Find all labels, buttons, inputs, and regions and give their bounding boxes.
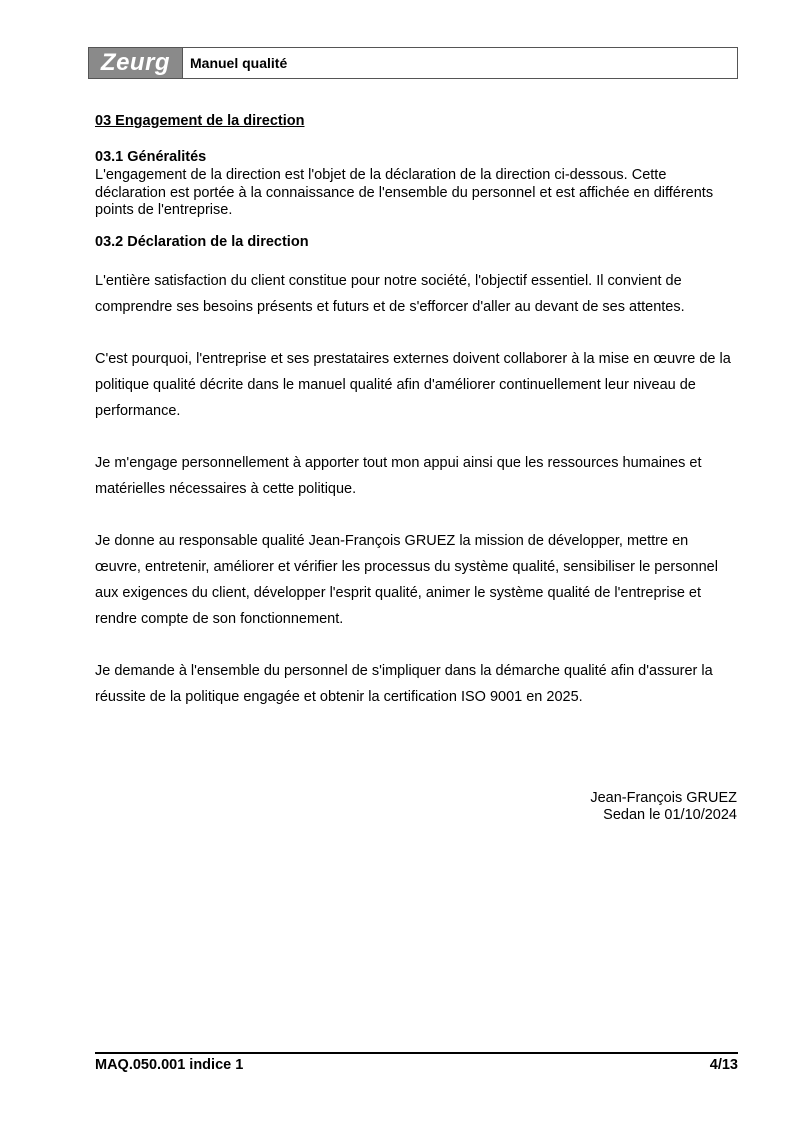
- subsection-text-generalites: L'engagement de la direction est l'objet de la déclaration de la direction ci-dessous. Cette déclaration est portée à la connaissance de l'ensemble du personnel et est affichée en différents points de l'entreprise.: [95, 167, 714, 218]
- signatory-name: Jean-François GRUEZ: [590, 790, 737, 806]
- logo-box: [89, 48, 183, 78]
- document-body: [95, 113, 735, 736]
- page-number: 4/13: [709, 1057, 738, 1073]
- declaration-paragraph: L'entière satisfaction du client constitue pour notre société, l'objectif essentiel. Il convient de comprendre ses besoins présents et futurs et de s'efforcer d'aller au devant de ses attentes.: [95, 272, 685, 315]
- company-logo: Zeurg: [100, 49, 171, 76]
- document-reference: MAQ.050.001 indice 1: [95, 1057, 244, 1073]
- declaration-paragraph: Je donne au responsable qualité Jean-François GRUEZ la mission de développer, mettre en œuvre, entretenir, améliorer et vérifier les processus du système qualité, sensibiliser le personnel aux exigences du client, développer l'esprit qualité, animer le système qualité de l'entreprise et rendre compte de son fonctionnement.: [95, 532, 718, 627]
- document-footer: [95, 1052, 738, 1073]
- signature-block: [590, 790, 737, 824]
- section-title: 03 Engagement de la direction: [95, 113, 305, 129]
- subsection-title-generalites: 03.1 Généralités: [95, 149, 207, 165]
- document-title: Manuel qualité: [190, 55, 288, 71]
- document-header: [88, 47, 738, 79]
- subsection-title-declaration: 03.2 Déclaration de la direction: [95, 233, 309, 250]
- declaration-paragraph: Je demande à l'ensemble du personnel de s'impliquer dans la démarche qualité afin d'assurer la réussite de la politique engagée et obtenir la certification ISO 9001 en 2025.: [95, 662, 713, 705]
- signature-place-date: Sedan le 01/10/2024: [603, 807, 737, 823]
- declaration-paragraph: C'est pourquoi, l'entreprise et ses prestataires externes doivent collaborer à la mise en œuvre de la politique qualité décrite dans le manuel qualité afin d'améliorer continuellement leur niveau de performance.: [95, 350, 731, 419]
- declaration-paragraph: Je m'engage personnellement à apporter tout mon appui ainsi que les ressources humaines et matérielles nécessaires à cette politique.: [95, 454, 702, 497]
